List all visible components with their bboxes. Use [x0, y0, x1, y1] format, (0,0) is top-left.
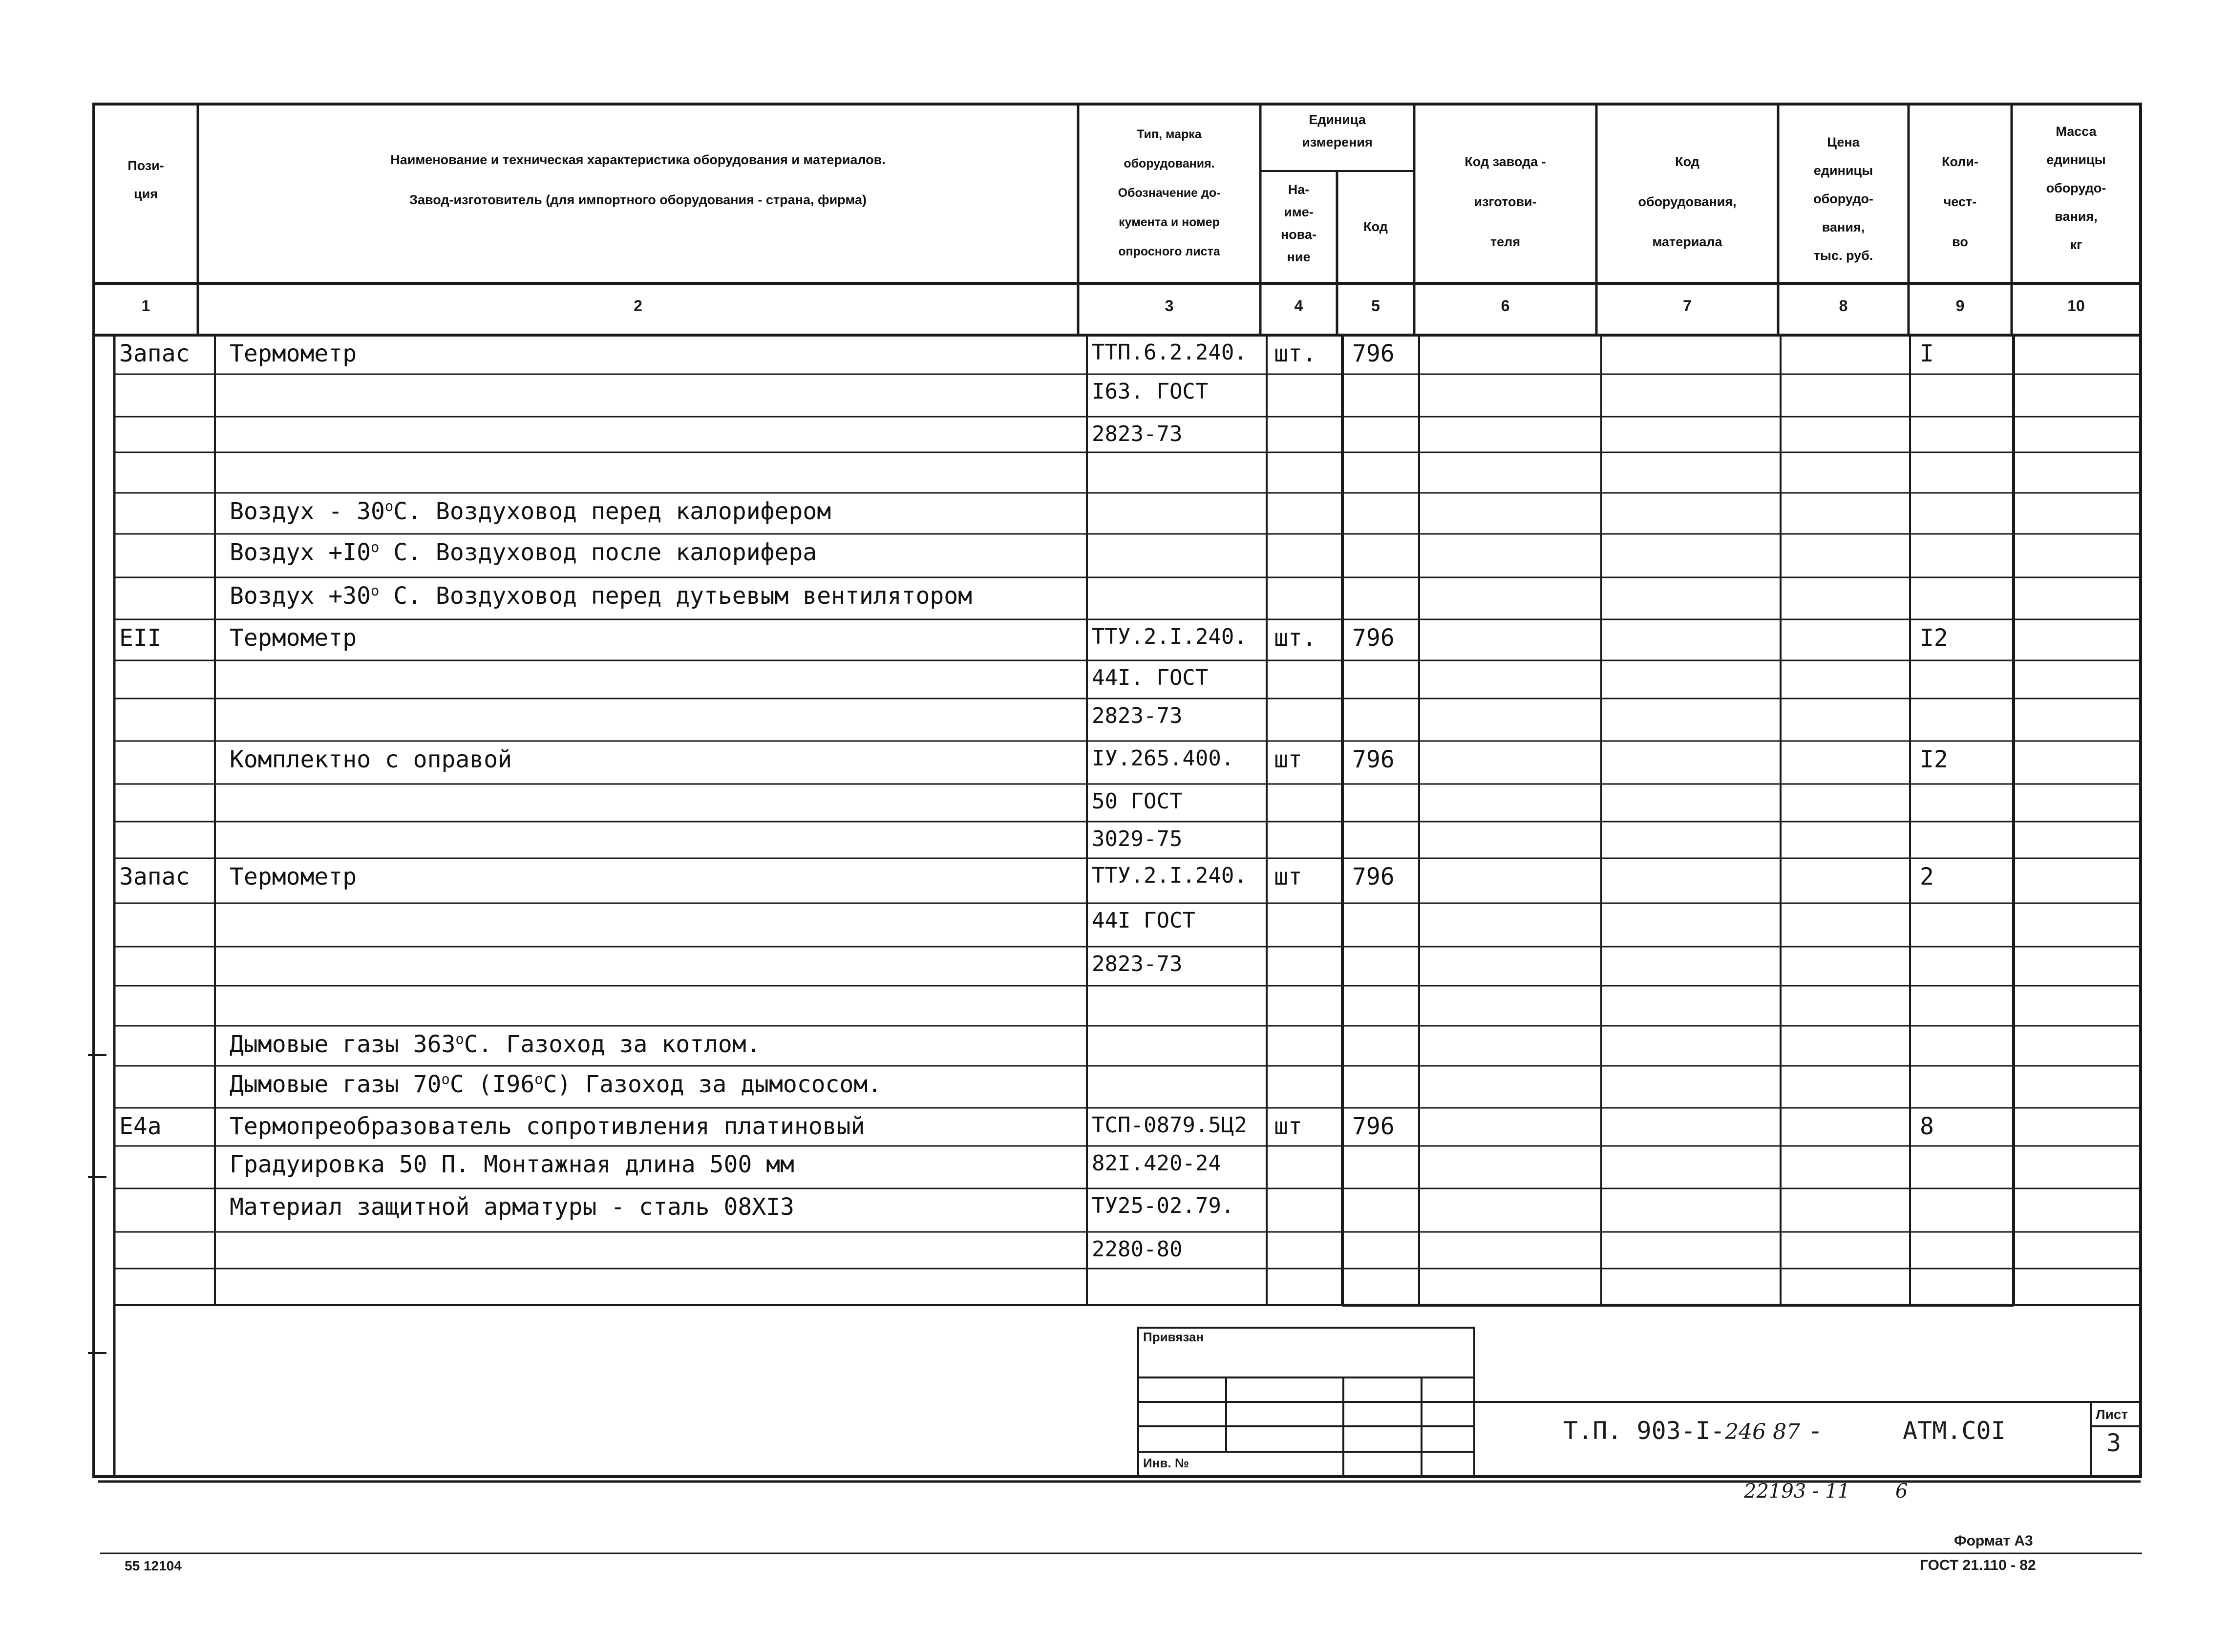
- header-equipment-code-line: материала: [1652, 234, 1722, 249]
- header-equipment-code-line: оборудования,: [1638, 194, 1737, 209]
- cell-type: ТТП.6.2.240.: [1092, 340, 1247, 365]
- cell-code: 796: [1352, 624, 1395, 652]
- cell-name: Комплектно с оправой: [230, 746, 512, 773]
- cell-unit: шт: [1274, 1113, 1302, 1140]
- degree-sign: o: [384, 498, 394, 514]
- column-number-5: 5: [1371, 297, 1380, 315]
- cell-qty: I2: [1920, 746, 1948, 773]
- document-designation: [1563, 1417, 1823, 1445]
- column-number-9: 9: [1955, 297, 1965, 315]
- cell-pos: Запас: [119, 863, 190, 890]
- header-price-line: единицы: [1813, 163, 1873, 178]
- header-position-line: ция: [134, 187, 158, 201]
- cell-qty: 8: [1920, 1113, 1934, 1140]
- header-unit-code: [1337, 212, 1414, 241]
- header-mass-line: оборудо-: [2046, 181, 2106, 195]
- cell-name: Термометр: [230, 624, 357, 652]
- header-mass-line: единицы: [2046, 152, 2106, 167]
- sheet-number: 3: [2106, 1429, 2122, 1457]
- header-mass: [2012, 117, 2141, 259]
- cell-type: 2823-73: [1092, 703, 1183, 728]
- document-prefix: Т.П. 903-I-: [1563, 1417, 1725, 1445]
- cell-unit: шт.: [1274, 340, 1316, 367]
- header-price-line: тыс. руб.: [1813, 248, 1873, 263]
- header-type-line: опросного листа: [1118, 245, 1220, 258]
- cell-type: 2823-73: [1092, 952, 1183, 976]
- cell-name: Термопреобразователь сопротивления платиновый: [230, 1113, 865, 1140]
- cell-unit: шт.: [1274, 624, 1316, 652]
- header-mass-line: вания,: [2055, 209, 2098, 224]
- gost-label: ГОСТ 21.110 - 82: [1920, 1557, 2036, 1573]
- header-price-line: Цена: [1827, 135, 1860, 149]
- header-type: [1078, 120, 1260, 266]
- cell-name: Термометр: [230, 863, 357, 890]
- header-position-line: Пози-: [127, 158, 164, 173]
- inventory-number-label: Инв. №: [1143, 1456, 1189, 1470]
- column-number-7: 7: [1683, 297, 1692, 315]
- header-mass-line: кг: [2070, 237, 2082, 252]
- header-unit-name-line: ние: [1287, 250, 1311, 264]
- cell-name: Термометр: [230, 340, 357, 367]
- cell-qty: I: [1920, 340, 1934, 367]
- header-position: [94, 151, 198, 208]
- sheet-label: Лист: [2096, 1407, 2128, 1422]
- document-dash: -: [1808, 1417, 1823, 1445]
- cell-type: IУ.265.400.: [1092, 746, 1234, 771]
- header-quantity-line: во: [1952, 234, 1968, 249]
- degree-sign: o: [534, 1071, 543, 1087]
- header-quantity-line: Коли-: [1941, 154, 1979, 169]
- cell-type: ТСП-0879.5Ц2: [1092, 1113, 1247, 1138]
- cell-unit: шт: [1274, 863, 1302, 890]
- footer-left-code: 55 12104: [125, 1558, 182, 1573]
- cell-name: Материал защитной арматуры - сталь 08ХI3: [230, 1193, 794, 1221]
- degree-sign: o: [370, 539, 380, 555]
- column-number-3: 3: [1165, 297, 1174, 315]
- header-unit-line: измерения: [1302, 135, 1373, 149]
- header-unit-name-line: На-: [1288, 182, 1310, 197]
- header-unit-line: Единица: [1309, 112, 1366, 127]
- column-number-4: 4: [1294, 297, 1303, 315]
- column-number-10: 10: [2067, 297, 2085, 315]
- privyazan-label: Привязан: [1143, 1330, 1204, 1344]
- format-label: Формат А3: [1954, 1533, 2033, 1549]
- cell-pos: Е4а: [119, 1113, 162, 1140]
- cell-type: 3029-75: [1092, 826, 1183, 851]
- header-price-line: вания,: [1822, 220, 1865, 234]
- cell-type: ТУ25-02.79.: [1092, 1193, 1234, 1218]
- cell-type: 2823-73: [1092, 422, 1183, 446]
- cell-qty: 2: [1920, 863, 1934, 890]
- handwritten-reference-number: 22193 - 11: [1744, 1480, 1850, 1503]
- cell-name: Дымовые газы 363$^o$С. Газоход за котлом.: [230, 1031, 761, 1058]
- document-code: АТМ.С0I: [1903, 1417, 2006, 1445]
- header-mass-line: Масса: [2056, 124, 2097, 139]
- header-type-line: оборудования.: [1124, 157, 1215, 170]
- cell-type: 2280-80: [1092, 1237, 1183, 1262]
- header-type-line: Обозначение до-: [1118, 186, 1221, 200]
- column-number-8: 8: [1839, 297, 1848, 315]
- header-name: [198, 146, 1078, 214]
- cell-name: Градуировка 50 П. Монтажная длина 500 мм: [230, 1151, 794, 1178]
- header-type-line: кумента и номер: [1119, 215, 1220, 229]
- header-equipment-code-line: Код: [1675, 154, 1699, 169]
- degree-sign: o: [370, 582, 380, 599]
- cell-type: 44I. ГОСТ: [1092, 665, 1209, 690]
- document-number-handwritten: 246 87: [1725, 1419, 1801, 1444]
- cell-type: 50 ГОСТ: [1092, 789, 1183, 814]
- cell-type: ТТУ.2.I.240.: [1092, 863, 1247, 888]
- cell-name: Воздух $+30^o$ С. Воздуховод перед дутьевым вентилятором: [230, 582, 973, 610]
- degree-sign: o: [441, 1071, 450, 1087]
- column-number-6: 6: [1501, 297, 1510, 315]
- cell-unit: шт: [1274, 746, 1302, 773]
- cell-type: ТТУ.2.I.240.: [1092, 624, 1247, 649]
- cell-code: 796: [1352, 340, 1395, 367]
- header-unit-name-line: име-: [1284, 205, 1314, 219]
- header-factory-code-line: теля: [1490, 234, 1521, 249]
- header-equipment-code: [1596, 142, 1778, 262]
- cell-code: 796: [1352, 863, 1395, 890]
- header-factory-code: [1414, 142, 1596, 262]
- header-price-line: оборудо-: [1813, 191, 1873, 206]
- column-number-1: 1: [141, 297, 150, 315]
- header-unit-code-text: Код: [1363, 219, 1388, 234]
- header-unit: [1260, 108, 1414, 153]
- handwritten-reference-page: 6: [1895, 1480, 1908, 1503]
- header-quantity: [1909, 142, 2012, 262]
- header-price: [1778, 128, 1909, 270]
- cell-pos: Запас: [119, 340, 190, 367]
- header-quantity-line: чест-: [1943, 194, 1977, 209]
- header-factory-code-line: изготови-: [1474, 194, 1537, 209]
- cell-name: Воздух - 30$^o$С. Воздуховод перед калорифером: [230, 498, 831, 525]
- degree-sign: o: [455, 1031, 464, 1047]
- cell-type: I63. ГОСТ: [1092, 379, 1209, 404]
- cell-code: 796: [1352, 746, 1395, 773]
- header-unit-name: [1260, 178, 1337, 268]
- header-type-line: Тип, марка: [1137, 127, 1202, 141]
- cell-type: 82I.420-24: [1092, 1151, 1221, 1176]
- header-factory-code-line: Код завода -: [1465, 154, 1546, 169]
- cell-pos: ЕII: [119, 624, 162, 652]
- cell-type: 44I ГОСТ: [1092, 908, 1195, 933]
- cell-name: Воздух $+I0^o$ С. Воздуховод после калорифера: [230, 539, 817, 566]
- header-name-line: Завод-изготовитель (для импортного оборудования - страна, фирма): [409, 192, 867, 207]
- cell-name: Дымовые газы 70$^o$С (I96$^o$С) Газоход за дымососом.: [230, 1071, 882, 1098]
- cell-code: 796: [1352, 1113, 1395, 1140]
- cell-qty: I2: [1920, 624, 1948, 652]
- header-unit-name-line: нова-: [1280, 227, 1317, 242]
- column-number-2: 2: [634, 297, 642, 315]
- header-name-line: Наименование и техническая характеристика оборудования и материалов.: [390, 152, 886, 167]
